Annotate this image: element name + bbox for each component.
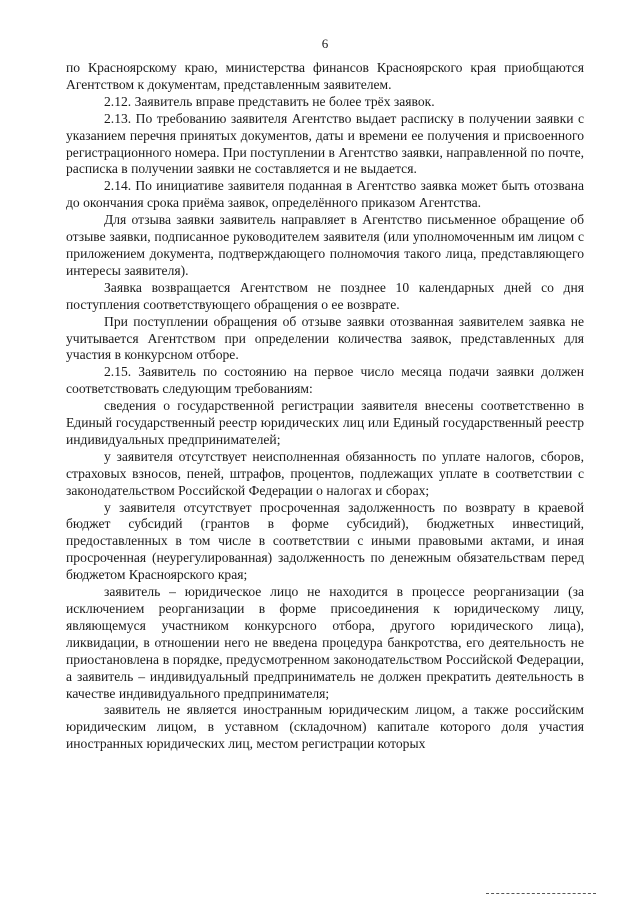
paragraph-8: 2.15. Заявитель по состоянию на первое число месяца подачи заявки должен соответствовать следующим требованиям: <box>66 364 584 397</box>
paragraph-9: сведения о государственной регистрации заявителя внесены соответственно в Единый государственный реестр юридических лиц или Единый государственный реестр индивидуальных предпринимателей; <box>66 398 584 447</box>
paragraph-12: заявитель – юридическое лицо не находится в процессе реорганизации (за исключением реорганизации в форме присоединения к юридическому лицу, являющемуся участником конкурсного отбора, другого юридического лица), ликвидации, в отношении него не введена процедура банкротства, его деятельность не приостановлена в порядке, предусмотренном законодательством Российской Федерации, а заявитель – индивидуальный предприниматель не должен прекратить деятельность в качестве индивидуального предпринимателя; <box>66 584 584 701</box>
page-number: 6 <box>321 36 329 51</box>
paragraph-3: 2.13. По требованию заявителя Агентство выдает расписку в получении заявки с указанием перечня принятых документов, даты и времени ее получения и присвоенного регистрационного номера. При поступлении в Агентство заявки, направленной по почте, расписка в получении заявки не составляется и не выдается. <box>66 110 584 177</box>
footer-divider <box>486 893 596 894</box>
paragraph-6: Заявка возвращается Агентством не позднее 10 календарных дней со дня поступления соответствующего обращения о ее возврате. <box>66 279 584 312</box>
paragraph-1: по Красноярскому краю, министерства финансов Красноярского края приобщаются Агентством к документам, представленным заявителем. <box>66 60 584 92</box>
paragraph-2: 2.12. Заявитель вправе представить не более трёх заявок. <box>104 93 435 109</box>
paragraph-10: у заявителя отсутствует неисполненная обязанность по уплате налогов, сборов, страховых взносов, пеней, штрафов, процентов, подлежащих уплате в соответствии с законодательством Российской Федерации о налогах и сборах; <box>66 448 584 498</box>
paragraph-13: заявитель не является иностранным юридическим лицом, а также российским юридическим лицом, в уставном (складочном) капитале которого доля участия иностранных юридических лиц, местом регистрации которых <box>66 702 584 752</box>
document-body <box>66 60 584 753</box>
paragraph-5: Для отзыва заявки заявитель направляет в Агентство письменное обращение об отзыве заявки, подписанное руководителем заявителя (или уполномоченным им лицом с приложением документа, подтверждающего полномочия такого лица, представляющего интересы заявителя). <box>66 212 584 278</box>
paragraph-7: При поступлении обращения об отзыве заявки отозванная заявителем заявка не учитывается Агентством при определении количества заявок, представленных для участия в конкурсном отборе. <box>66 313 584 363</box>
paragraph-11: у заявителя отсутствует просроченная задолженность по возврату в краевой бюджет субсидий (грантов в форме субсидий), бюджетных инвестиций, предоставленных в том числе в соответствии с иными правовыми актами, и иная просроченная (неурегулированная) задолженность по денежным обязательствам перед бюджетом Красноярского края; <box>66 499 584 583</box>
paragraph-4: 2.14. По инициативе заявителя поданная в Агентство заявка может быть отозвана до окончания срока приёма заявок, определённого приказом Агентства. <box>66 178 584 211</box>
